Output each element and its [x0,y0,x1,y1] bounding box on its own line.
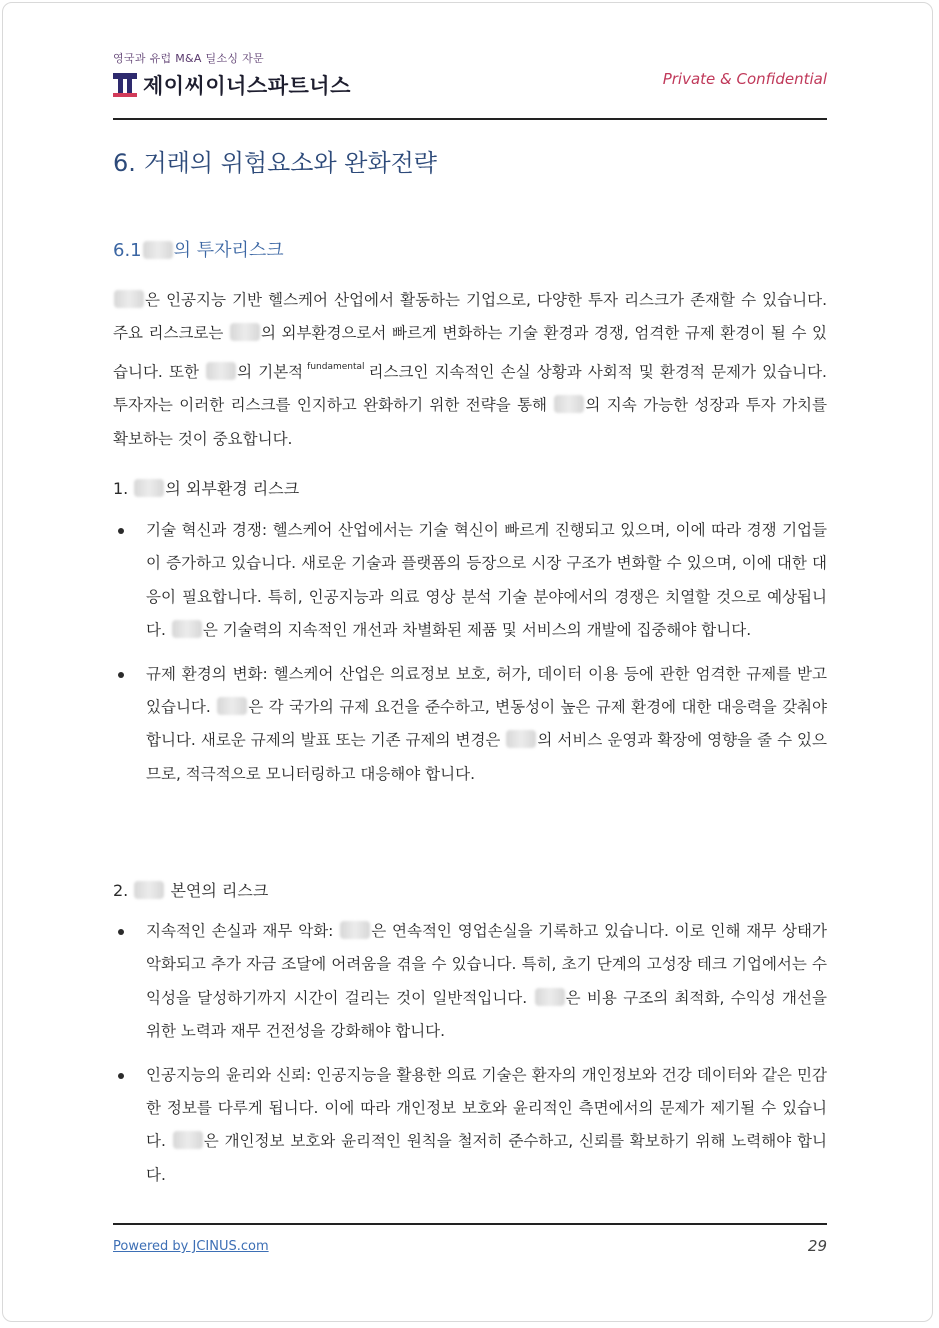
fundamental-superscript: fundamental [307,361,365,372]
redacted-company-name [506,730,536,748]
redacted-company-name [172,620,202,638]
bullet-icon [118,672,124,678]
redacted-company-name [173,1131,203,1149]
company-logo [113,70,351,100]
list-item: 지속적인 손실과 재무 악화: 은 연속적인 영업손실을 기록하고 있습니다. 이로 인해 재무 상태가 악화되고 추가 자금 조달에 어려움을 겪을 수 있습니다. 특히, 초기 단계의 고성장 테크 기업에서는 수익성을 달성하기까지 시간이 걸리는 것이 일반적입니다. 은 비용 구조의 최적화, 수익성 개선을 위한 노력과 재무 건전성을 강화해야 합니다. [113,915,827,1049]
list-item: 규제 환경의 변화: 헬스케어 산업은 의료정보 보호, 허가, 데이터 이용 등에 관한 엄격한 규제를 받고 있습니다. 은 각 국가의 규제 요건을 준수하고, 변동성이 높은 규제 환경에 대한 대응력을 갖춰야 합니다. 새로운 규제의 발표 또는 기존 규제의 변경은 의 서비스 운영과 확장에 영향을 줄 수 있으므로, 적극적으로 모니터링하고 대응해야 합니다. [113,658,827,792]
redacted-company-name [230,323,260,341]
risk-group-title-internal: 2. 본연의 리스크 [113,881,269,900]
page-number: 29 [807,1237,827,1255]
header-tagline: 영국과 유럽 M&A 딜소싱 자문 [113,52,264,65]
redacted-company-name [340,921,370,939]
redacted-company-name [554,395,584,413]
logo-mark-icon [113,73,137,97]
redacted-company-name [217,697,247,715]
bullet-icon [118,528,124,534]
redacted-company-name [206,362,236,380]
redacted-company-name [114,290,144,308]
bullet-icon [118,1073,124,1079]
internal-risk-list [113,915,827,1202]
redacted-company-name [143,241,173,259]
subsection-title-text: 의 투자리스크 [173,240,284,261]
footer-divider [113,1223,827,1225]
bullet-icon [118,929,124,935]
section-title: 6. 거래의 위험요소와 완화전략 [113,149,437,177]
redacted-company-name [134,479,164,497]
list-item: 인공지능의 윤리와 신뢰: 인공지능을 활용한 의료 기술은 환자의 개인정보와 건강 데이터와 같은 민감한 정보를 다루게 됩니다. 이에 따라 개인정보 보호와 윤리적인 측면에서의 문제가 제기될 수 있습니다. 은 개인정보 보호와 윤리적인 원칙을 철저히 준수하고, 신뢰를 확보하기 위해 노력해야 합니다. [113,1059,827,1193]
intro-paragraph: 은 인공지능 기반 헬스케어 산업에서 활동하는 기업으로, 다양한 투자 리스크가 존재할 수 있습니다. 주요 리스크로는 의 외부환경으로서 빠르게 변화하는 기술 환경과 경쟁, 엄격한 규제 환경이 될 수 있습니다. 또한 의 기본적 $^{fundamental}$ 리스크인 지속적인 손실 상황과 사회적 및 환경적 문제가 있습니다. 투자자는 이러한 리스크를 인지하고 완화하기 위한 전략을 통해 의 지속 가능한 성장과 투자 가치를 확보하는 것이 중요합니다. [113,291,827,448]
list-item: 기술 혁신과 경쟁: 헬스케어 산업에서는 기술 혁신이 빠르게 진행되고 있으며, 이에 따라 경쟁 기업들이 증가하고 있습니다. 새로운 기술과 플랫폼의 등장으로 시장 구조가 변화할 수 있으며, 이에 대한 대응이 필요합니다. 특히, 인공지능과 의료 영상 분석 기술 분야에서의 경쟁은 치열할 것으로 예상됩니다. 은 기술력의 지속적인 개선과 차별화된 제품 및 서비스의 개발에 집중해야 합니다. [113,514,827,648]
risk-group-title-external: 1. 의 외부환경 리스크 [113,479,300,498]
redacted-company-name [134,881,164,899]
external-risk-list [113,514,827,801]
header-divider [113,118,827,120]
powered-by-link[interactable]: Powered by JCINUS.com [113,1239,269,1254]
subsection-number: 6.1 [113,240,142,261]
logo-text: 제이씨이너스파트너스 [143,74,351,98]
confidential-label: Private & Confidential [662,70,827,88]
redacted-company-name [535,988,565,1006]
subsection-title [113,236,284,262]
